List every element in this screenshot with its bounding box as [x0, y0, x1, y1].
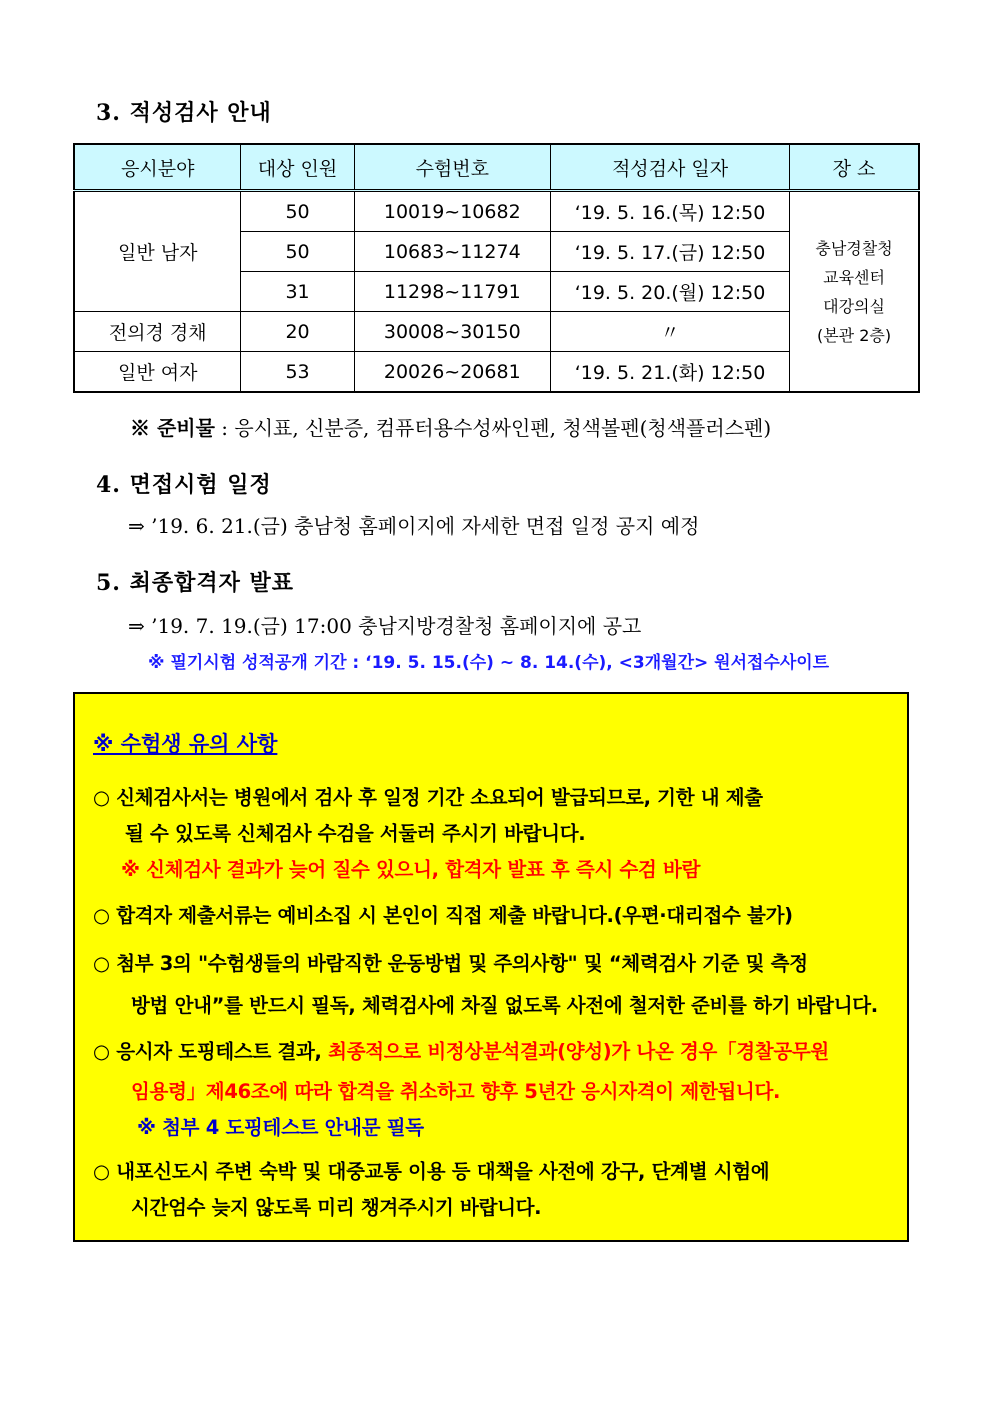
caution-item-5-line-1: ○ 내포신도시 주변 숙박 및 대중교통 이용 등 대책을 사전에 강구, 단계별 시험에 — [93, 1160, 770, 1183]
cell-numbers: 11298~11791 — [354, 272, 550, 312]
caution-box — [73, 692, 909, 1242]
place-line: 교육센터 — [823, 267, 885, 287]
cell-date: 〃 — [550, 312, 789, 352]
header-place: 장 소 — [790, 144, 919, 191]
cell-date: ‘19. 5. 17.(금) 12:50 — [550, 232, 789, 272]
aptitude-test-table — [73, 143, 920, 393]
caution-title: ※ 수험생 유의 사항 — [93, 732, 278, 756]
cell-count: 50 — [241, 232, 354, 272]
caution-item-3-line-2: 방법 안내”를 반드시 필독, 체력검사에 차질 없도록 사전에 철저한 준비를 하기 바랍니다. — [131, 994, 878, 1017]
caution-item-4-note: ※ 첨부 4 도핑테스트 안내문 필독 — [137, 1116, 424, 1139]
cell-date: ‘19. 5. 21.(화) 12:50 — [550, 352, 789, 393]
section-3-title: 3. 적성검사 안내 — [96, 100, 272, 126]
cell-date: ‘19. 5. 16.(목) 12:50 — [550, 191, 789, 232]
cell-numbers: 10683~11274 — [354, 232, 550, 272]
cell-numbers: 10019~10682 — [354, 191, 550, 232]
cell-place — [790, 191, 919, 393]
preparation-label: ※ 준비물 — [130, 416, 215, 440]
preparation-text: : 응시표, 신분증, 컴퓨터용수성싸인펜, 청색볼펜(청색플러스펜) — [214, 416, 772, 440]
header-date: 적성검사 일자 — [550, 144, 789, 191]
cell-field: 일반 남자 — [74, 191, 241, 312]
cell-count: 50 — [241, 191, 354, 232]
cell-field: 전의경 경채 — [74, 312, 241, 352]
place-line: 대강의실 — [823, 296, 885, 316]
caution-item-2: ○ 합격자 제출서류는 예비소집 시 본인이 직접 제출 바랍니다.(우편·대리접수 불가) — [93, 904, 793, 927]
cell-numbers: 30008~30150 — [354, 312, 550, 352]
caution-item-5-line-2: 시간엄수 늦지 않도록 미리 챙겨주시기 바랍니다. — [131, 1196, 542, 1219]
caution-item-4-warning: 최종적으로 비정상분석결과(양성)가 나온 경우「경찰공무원 — [328, 1040, 829, 1063]
section-4-title: 4. 면접시험 일정 — [96, 472, 272, 498]
caution-item-3-line-1: ○ 첨부 3의 "수험생들의 바람직한 운동방법 및 주의사항" 및 “체력검사 기준 및 측정 — [93, 952, 808, 975]
cell-date: ‘19. 5. 20.(월) 12:50 — [550, 272, 789, 312]
section-5-title: 5. 최종합격자 발표 — [96, 570, 295, 596]
preparation-note — [130, 412, 771, 441]
table-header-row — [74, 144, 919, 191]
caution-item-1-note: ※ 신체검사 결과가 늦어 질수 있으니, 합격자 발표 후 즉시 수검 바람 — [121, 858, 701, 881]
score-disclosure-notice: ※ 필기시험 성적공개 기간 : ‘19. 5. 15.(수) ~ 8. 14.(수), <3개월간> 원서접수사이트 — [148, 653, 830, 673]
caution-item-1-line-2: 될 수 있도록 신체검사 수검을 서둘러 주시기 바랍니다. — [125, 822, 586, 845]
caution-item-4-lead: ○ 응시자 도핑테스트 결과, — [93, 1040, 329, 1063]
cell-count: 20 — [241, 312, 354, 352]
caution-item-4-line-1 — [93, 1036, 829, 1064]
cell-count: 31 — [241, 272, 354, 312]
header-count: 대상 인원 — [241, 144, 354, 191]
header-field: 응시분야 — [74, 144, 241, 191]
table-row — [74, 191, 919, 232]
place-line: (본관 2층) — [816, 325, 892, 345]
caution-item-1-line-1: ○ 신체검사서는 병원에서 검사 후 일정 기간 소요되어 발급되므로, 기한 내 제출 — [93, 786, 763, 809]
cell-count: 53 — [241, 352, 354, 393]
interview-schedule-text: ⇒ ’19. 6. 21.(금) 충남청 홈페이지에 자세한 면접 일정 공지 예정 — [128, 514, 700, 538]
cell-numbers: 20026~20681 — [354, 352, 550, 393]
cell-field: 일반 여자 — [74, 352, 241, 393]
place-line: 충남경찰청 — [815, 238, 893, 258]
caution-item-4-line-2: 임용령」제46조에 따라 합격을 취소하고 향후 5년간 응시자격이 제한됩니다. — [131, 1080, 781, 1103]
final-result-text: ⇒ ’19. 7. 19.(금) 17:00 충남지방경찰청 홈페이지에 공고 — [128, 614, 642, 638]
header-numbers: 수험번호 — [354, 144, 550, 191]
